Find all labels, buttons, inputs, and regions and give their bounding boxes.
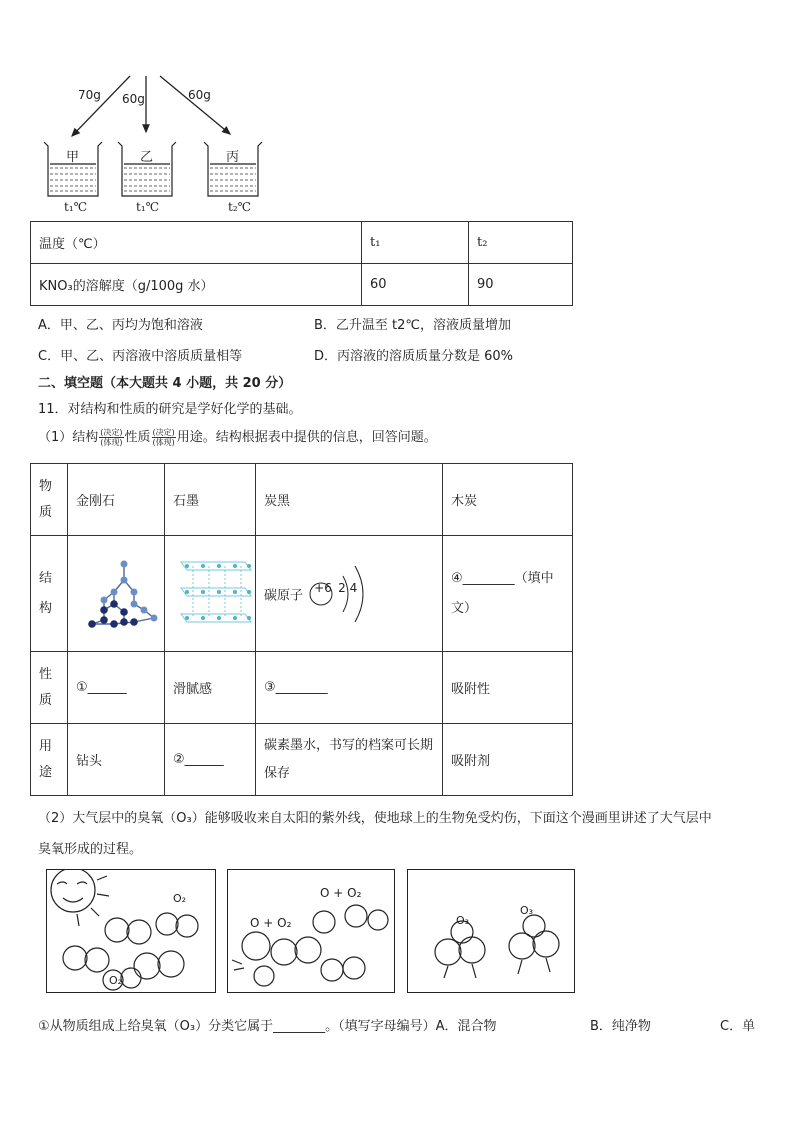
arrows [72, 76, 230, 136]
part1-mid: 性质 [124, 430, 151, 445]
frac-bottom: (体现) [100, 438, 123, 447]
reaction-molecules-illustration [228, 870, 394, 992]
frac-bottom-2: (体现) [152, 438, 175, 447]
option-c[interactable]: C．甲、乙、丙溶液中溶质质量相等 [38, 349, 243, 364]
frac-top: (决定) [100, 428, 123, 437]
use-carbon-black: 碳素墨水，书写的档案可长期保存 [256, 724, 443, 796]
electron-shells: 2 4 [338, 580, 358, 595]
final-option-b[interactable]: B．纯净物 [590, 1019, 651, 1034]
nucleus-charge: +6 [314, 580, 332, 595]
solubility-table [30, 221, 573, 306]
comic2-label-left: O + O₂ [250, 916, 292, 930]
comic2-label-top: O + O₂ [320, 886, 362, 900]
carbon-atom-label: 碳原子 [264, 588, 304, 603]
comic-panel-1 [46, 869, 216, 993]
graphite-layers-icon [165, 552, 255, 632]
row-header-structure: 结构 [31, 536, 68, 652]
solubility-t1: 60 [362, 264, 469, 306]
carbon-atom-structure [256, 536, 443, 652]
final-option-c[interactable]: C．单 [720, 1019, 756, 1034]
part2-line1: （2）大气层中的臭氧（O₃）能够吸收来自太阳的紫外线，使地球上的生物免受灼伤，下面这个漫画里讲述了大气层中 [38, 811, 712, 826]
substance-graphite: 石墨 [165, 464, 256, 536]
beaker-name-yi: 乙 [140, 150, 154, 165]
beaker-temp-jia: t₁℃ [64, 200, 88, 214]
temp-header: 温度（℃） [31, 222, 362, 264]
option-a[interactable]: A．甲、乙、丙均为饱和溶液 [38, 318, 203, 333]
arrow-left [72, 76, 130, 136]
beaker-temp-bing: t₂℃ [228, 200, 252, 214]
prop-diamond[interactable]: ①______ [68, 652, 165, 724]
carbon-table [30, 463, 573, 796]
temp-t2: t₂ [469, 222, 573, 264]
substance-carbon-black: 炭黑 [256, 464, 443, 536]
use-diamond: 钻头 [68, 724, 165, 796]
arrow-label-3: 60g [188, 88, 211, 102]
use-charcoal: 吸附剂 [443, 724, 573, 796]
final-question: ①从物质组成上给臭氧（O₃）分类它属于________。（填写字母编号）A．混合物 [38, 1019, 497, 1034]
comic1-label-o2-a: O₂ [173, 892, 187, 905]
temp-t1: t₁ [362, 222, 469, 264]
prop-carbon-black[interactable]: ③________ [256, 652, 443, 724]
part2-line2: 臭氧形成的过程。 [38, 842, 143, 857]
comic-panel-3 [407, 869, 575, 993]
prop-graphite: 滑腻感 [165, 652, 256, 724]
solubility-header: KNO₃的溶解度（g/100g 水） [31, 264, 362, 306]
graphite-structure [165, 536, 256, 652]
substance-charcoal: 木炭 [443, 464, 573, 536]
arrow-right [160, 76, 230, 134]
use-graphite[interactable]: ②______ [165, 724, 256, 796]
row-header-property: 性质 [31, 652, 68, 724]
diamond-lattice-icon [68, 552, 164, 632]
beaker-figure [30, 70, 290, 220]
beaker-temp-yi: t₁℃ [136, 200, 160, 214]
comic3-label-left: O₃ [456, 914, 470, 927]
comic3-label-right: O₃ [520, 904, 534, 917]
arrow-label-2: 60g [122, 92, 145, 106]
diamond-structure [68, 536, 165, 652]
part1-suffix: 用途。结构根据表中提供的信息，回答问题。 [176, 430, 437, 445]
row-header-substance: 物质 [31, 464, 68, 536]
beaker-name-jia: 甲 [66, 150, 80, 165]
ozone-molecules-illustration [408, 870, 574, 992]
solubility-t2: 90 [469, 264, 573, 306]
fraction-decide-2 [152, 428, 176, 447]
prop-charcoal: 吸附性 [443, 652, 573, 724]
charcoal-structure[interactable]: ④________（填中文） [443, 536, 573, 652]
comic-panel-2 [227, 869, 395, 993]
comic1-label-o2-b: O₂ [109, 974, 123, 987]
arrow-label-1: 70g [78, 88, 101, 102]
row-header-use: 用途 [31, 724, 68, 796]
option-b[interactable]: B．乙升温至 t2℃，溶液质量增加 [314, 318, 512, 333]
option-d[interactable]: D．丙溶液的溶质质量分数是 60% [314, 349, 514, 364]
substance-diamond: 金刚石 [68, 464, 165, 536]
part1-prefix: （1）结构 [38, 430, 99, 445]
q11-stem: 11．对结构和性质的研究是学好化学的基础。 [38, 402, 302, 417]
section-heading: 二、填空题（本大题共 4 小题，共 20 分） [38, 376, 292, 391]
q11-part1 [38, 426, 437, 447]
sun-molecules-illustration [47, 870, 215, 992]
fraction-decide [99, 428, 123, 447]
beaker-name-bing: 丙 [226, 150, 240, 165]
frac-top-2: (决定) [152, 428, 175, 437]
